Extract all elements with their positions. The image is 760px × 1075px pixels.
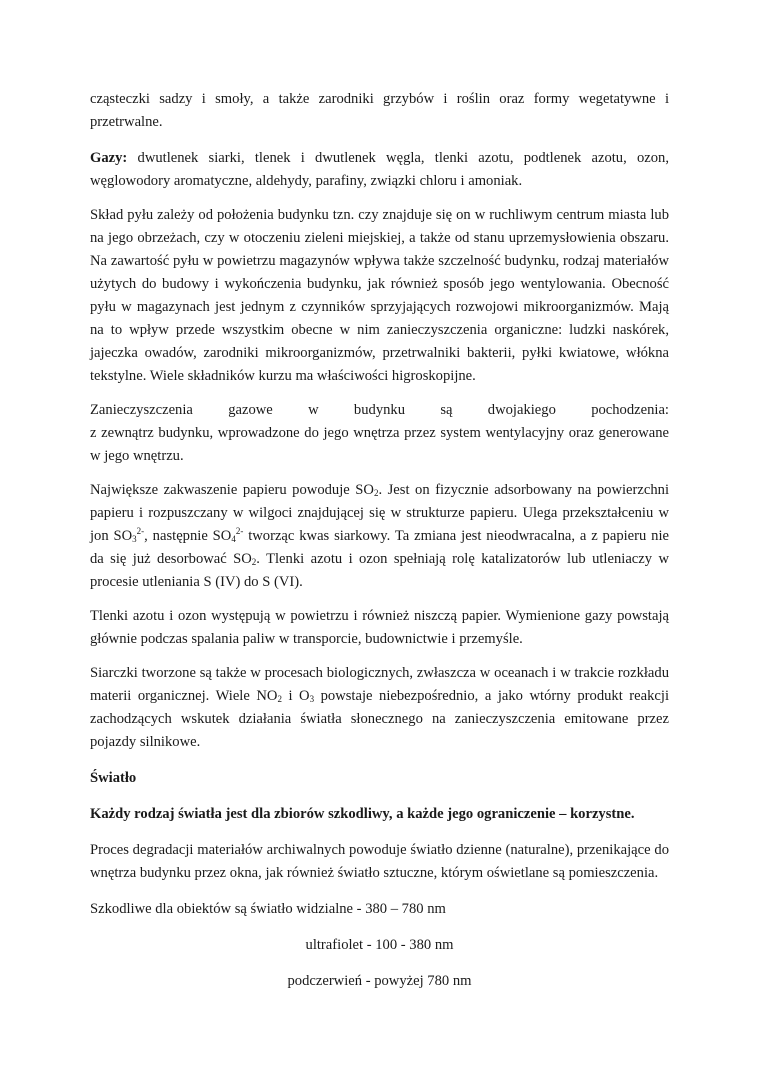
so4-charge: 2- <box>235 526 244 536</box>
sulfides-text-1: Siarczki tworzone są także w procesach biologicznych, zwłaszcza w oceanach i w trakcie rozkładu materii organicznej. Wiele NO <box>90 665 669 704</box>
o3-sub: 3 <box>309 694 315 704</box>
paragraph-harmful-visible: Szkodliwe dla obiektów są światło widzialne - 380 – 780 nm <box>90 901 446 917</box>
paragraph-sulfides <box>90 662 669 754</box>
paragraph-light-sources: Proces degradacji materiałów archiwalnych powoduje światło dzienne (naturalne), przenikające do wnętrza budynku przez okna, jak również światło sztuczne, którym oświetlane są pomieszczenia. <box>90 842 669 881</box>
paragraph-dust-organisms: cząsteczki sadzy i smoły, a także zarodniki grzybów i roślin oraz formy wegetatywne i przetrwalne. <box>90 91 669 130</box>
document-page <box>90 88 669 993</box>
so2-text-5: . Tlenki azotu i ozon spełniają rolę katalizatorów lub utleniaczy w procesie utleniania S (IV) do S (VI). <box>90 551 669 590</box>
so2-sub-2: 2 <box>251 557 257 567</box>
paragraph-dust-composition: Skład pyłu zależy od położenia budynku tzn. czy znajduje się on w ruchliwym centrum miasta lub na jego obrzeżach, czy w otoczeniu zieleni miejskiej, a także od stanu uprzemysłowienia obszaru. Na zawartość pyłu w powietrzu magazynów wpływa także szczelność budynku, rodzaj materiałów użytych do budowy i wykończenia budynku, jak również sposób jego wentylowania. Obecność pyłu w magazynach jest jednym z czynników sprzyjających rozwojowi mikroorganizmów. Mają na to wpływ przede wszystkim obecne w nim zanieczyszczenia organiczne: ludzki naskórek, jajeczka owadów, zarodniki mikroorganizmów, przetrwalniki bakterii, pyłki kwiatowe, włókna tekstylne. Wiele składników kurzu ma właściwości higroskopijne. <box>90 207 669 384</box>
paragraph-so2-acidification <box>90 479 669 594</box>
gaseous-pollution-line1: Zanieczyszczenia gazowe w budynku są dwojakiego pochodzenia: <box>90 402 669 418</box>
gaseous-pollution-rest: z zewnątrz budynku, wprowadzone do jego wnętrza przez system wentylacyjny oraz generowane w jego wnętrzu. <box>90 425 669 464</box>
gases-label: Gazy: <box>90 150 128 166</box>
paragraph-gases <box>90 147 669 193</box>
so2-text-4: tworząc kwas siarkowy. Ta zmiana jest nieodwracalna, a z papieru nie da się już desorbować SO <box>90 528 670 567</box>
gases-list: dwutlenek siarki, tlenek i dwutlenek węgla, tlenki azotu, podtlenek azotu, ozon, węglowodory aromatyczne, aldehydy, parafiny, związki chloru i amoniak. <box>90 150 669 189</box>
sulfides-text-3: powstaje niebezpośrednio, a jako wtórny produkt reakcji zachodzących wskutek działania światła słonecznego na zanieczyszczenia emitowane przez pojazdy silnikowe. <box>90 688 669 750</box>
so2-text-1: Największe zakwaszenie papieru powoduje SO <box>90 482 374 498</box>
range-ultraviolet: ultrafiolet - 100 - 380 nm <box>305 937 454 953</box>
light-statement: Każdy rodzaj światła jest dla zbiorów szkodliwy, a każde jego ograniczenie – korzystne. <box>90 806 635 822</box>
so4-sub: 4 <box>231 534 236 544</box>
no2-sub: 2 <box>277 694 282 704</box>
so2-text-2: . Jest on fizycznie adsorbowany na powierzchni papieru i rozpuszczany w wilgoci znajdującej się w strukturze papieru. Ulega przekształceniu w jon SO <box>90 482 669 544</box>
paragraph-nitrogen-ozone: Tlenki azotu i ozon występują w powietrzu i również niszczą papier. Wymienione gazy powstają głównie podczas spalania paliw w transporcie, budownictwie i przemyśle. <box>90 608 669 647</box>
so3-charge: 2- <box>136 526 145 536</box>
so2-text-3: , następnie SO <box>144 528 232 544</box>
range-infrared: podczerwień - powyżej 780 nm <box>287 973 472 989</box>
sulfides-text-2: i O <box>281 688 310 704</box>
so3-sub: 3 <box>132 534 137 544</box>
so2-sub-1: 2 <box>373 488 379 498</box>
section-heading-light: Światło <box>90 770 137 786</box>
paragraph-gaseous-pollution <box>90 399 669 468</box>
